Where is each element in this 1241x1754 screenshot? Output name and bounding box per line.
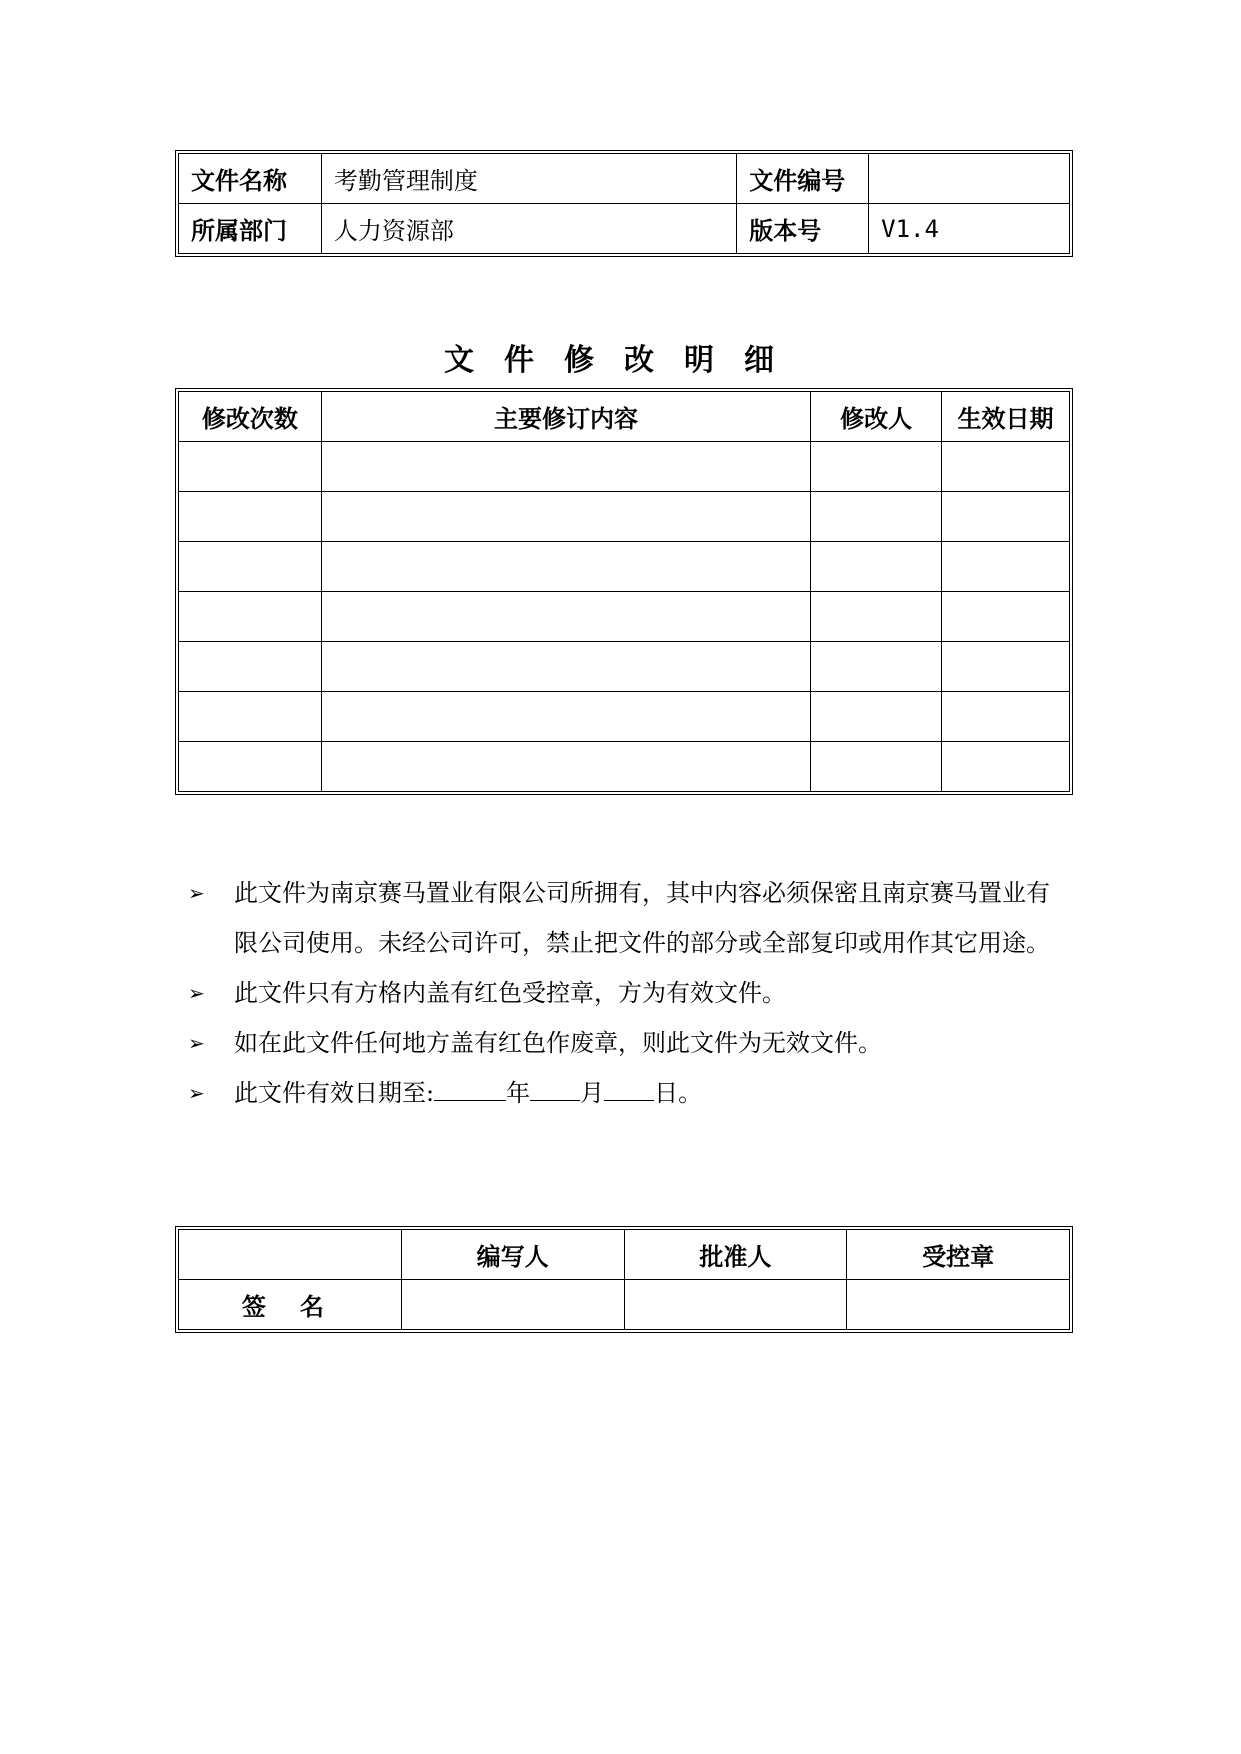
table-cell [321, 542, 810, 592]
table-cell [942, 442, 1070, 492]
arrow-bullet-icon: ➢ [188, 881, 205, 905]
signature-corner-cell [179, 1230, 402, 1280]
table-cell [179, 742, 322, 792]
info-row-dept [179, 204, 1070, 254]
arrow-bullet-icon: ➢ [188, 981, 205, 1005]
validity-prefix: 此文件有效日期至: [234, 1079, 435, 1107]
table-row [179, 742, 1070, 792]
list-item [188, 1018, 1068, 1068]
signature-row-label: 签名 [179, 1280, 402, 1330]
revision-header-editor: 修改人 [811, 392, 942, 442]
department-label: 所属部门 [179, 204, 322, 254]
note-text: 如在此文件任何地方盖有红色作废章，则此文件为无效文件。 [234, 1029, 882, 1057]
table-row [179, 492, 1070, 542]
version-label: 版本号 [737, 204, 869, 254]
table-cell [942, 692, 1070, 742]
revision-header-date: 生效日期 [942, 392, 1070, 442]
revision-header-row [179, 392, 1070, 442]
version-value: V1.4 [869, 204, 1070, 254]
revision-table [178, 391, 1070, 792]
signature-writer-cell [401, 1280, 624, 1330]
info-row-file [179, 154, 1070, 204]
table-cell [179, 692, 322, 742]
table-cell [811, 692, 942, 742]
table-cell [942, 492, 1070, 542]
list-item [188, 868, 1068, 968]
revision-title: 文件修改明细 [444, 343, 804, 378]
table-cell [811, 742, 942, 792]
arrow-bullet-icon: ➢ [188, 1081, 205, 1105]
table-cell [942, 542, 1070, 592]
table-cell [179, 642, 322, 692]
table-cell [942, 592, 1070, 642]
month-blank [530, 1074, 580, 1101]
table-row [179, 442, 1070, 492]
revision-header-content: 主要修订内容 [321, 392, 810, 442]
notes-list [188, 868, 1068, 1118]
table-cell [811, 542, 942, 592]
table-cell [179, 442, 322, 492]
table-cell [321, 642, 810, 692]
table-cell [811, 642, 942, 692]
list-item [188, 1068, 1068, 1118]
document-info-table [178, 153, 1070, 254]
table-cell [321, 692, 810, 742]
signature-header-row [179, 1230, 1070, 1280]
file-name-value: 考勤管理制度 [321, 154, 736, 204]
table-row [179, 642, 1070, 692]
year-blank [434, 1074, 506, 1101]
signature-stamp-cell [847, 1280, 1070, 1330]
table-cell [321, 592, 810, 642]
table-cell [942, 642, 1070, 692]
table-cell [942, 742, 1070, 792]
table-cell [321, 742, 810, 792]
signature-header-writer: 编写人 [401, 1230, 624, 1280]
day-label: 日。 [654, 1079, 703, 1107]
arrow-bullet-icon: ➢ [188, 1031, 205, 1055]
table-cell [811, 492, 942, 542]
year-label: 年 [506, 1079, 531, 1107]
table-cell [179, 492, 322, 542]
table-row [179, 692, 1070, 742]
department-value: 人力资源部 [321, 204, 736, 254]
table-cell [321, 442, 810, 492]
table-cell [811, 442, 942, 492]
signature-row [179, 1280, 1070, 1330]
day-blank [604, 1074, 654, 1101]
table-row [179, 592, 1070, 642]
table-row [179, 542, 1070, 592]
signature-header-approver: 批准人 [624, 1230, 847, 1280]
note-text: 此文件只有方格内盖有红色受控章，方为有效文件。 [234, 979, 786, 1007]
file-name-label: 文件名称 [179, 154, 322, 204]
signature-table [178, 1229, 1070, 1330]
list-item [188, 968, 1068, 1018]
table-cell [811, 592, 942, 642]
table-cell [179, 592, 322, 642]
file-number-label: 文件编号 [737, 154, 869, 204]
table-cell [179, 542, 322, 592]
table-cell [321, 492, 810, 542]
month-label: 月 [580, 1079, 605, 1107]
note-text: 此文件为南京赛马置业有限公司所拥有，其中内容必须保密且南京赛马置业有限公司使用。未经公司许可，禁止把文件的部分或全部复印或用作其它用途。 [234, 879, 1050, 957]
revision-header-count: 修改次数 [179, 392, 322, 442]
signature-approver-cell [624, 1280, 847, 1330]
file-number-value [869, 154, 1070, 204]
signature-header-stamp: 受控章 [847, 1230, 1070, 1280]
